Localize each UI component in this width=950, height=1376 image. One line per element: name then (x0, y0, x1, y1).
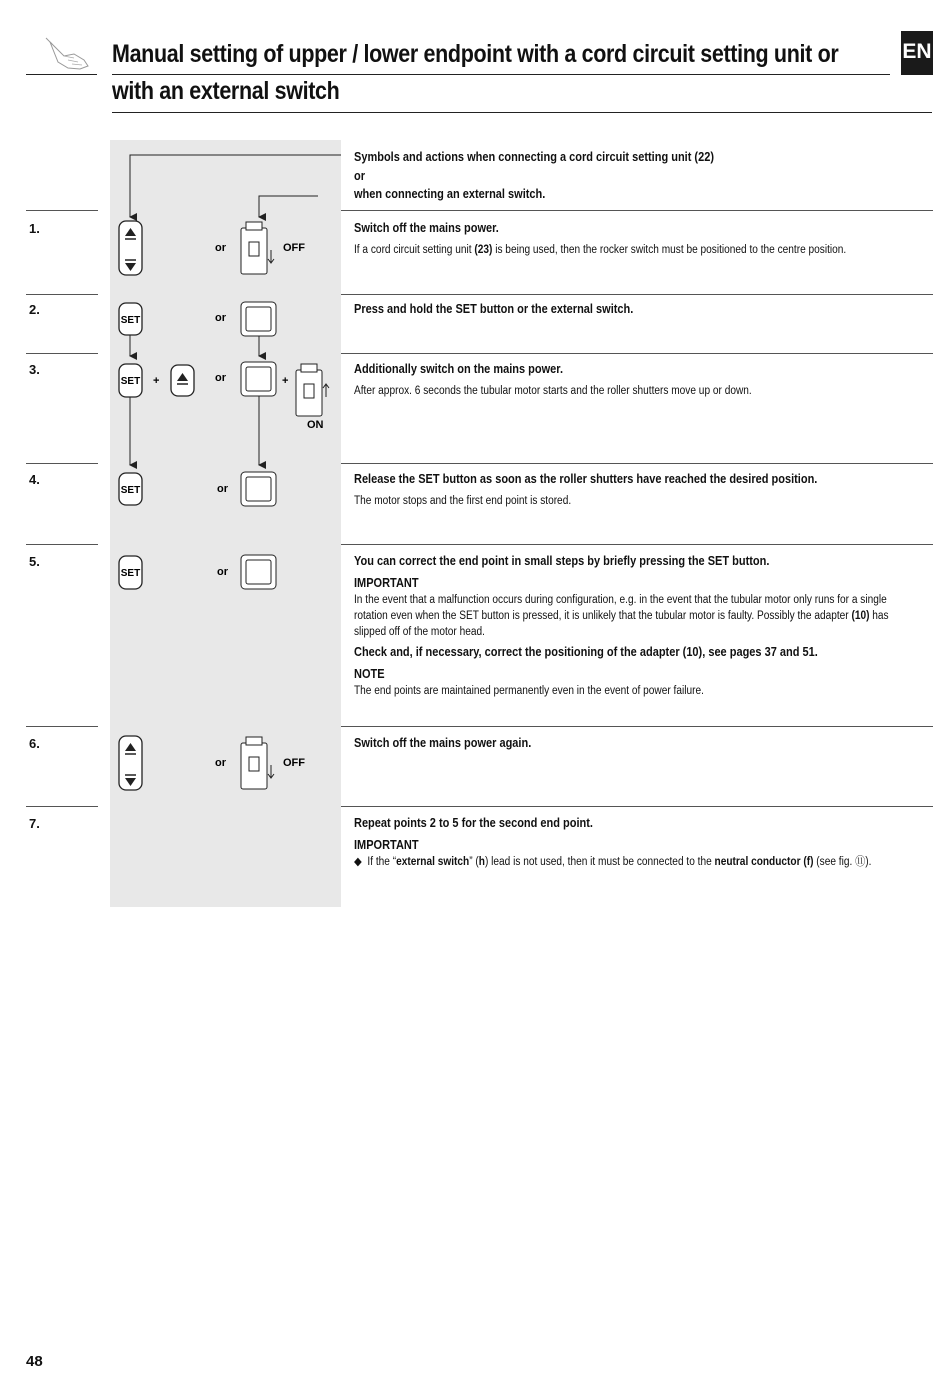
step-heading: You can correct the end point in small steps by briefly pressing the SET button. (354, 554, 770, 568)
step-number: 1. (29, 221, 40, 236)
title-rule-left (26, 74, 97, 75)
step-number: 2. (29, 302, 40, 317)
step-body: The motor stops and the first end point is stored. (354, 494, 572, 507)
note-text: The end points are maintained permanently even in the event of power failure. (354, 685, 704, 697)
body-bold: h (478, 856, 485, 868)
body-text: In the event that a malfunction occurs during configuration, e.g. in the event that the tubular motor only runs for a single rotation even when the SET button is pressed, it is unlikely that the tubular motor is faulty. Possibly the adapter (354, 594, 887, 622)
or-label: or (215, 757, 226, 769)
body-bold: (10) (851, 610, 870, 622)
up-button-icon (171, 365, 194, 396)
row-rule (26, 210, 98, 211)
external-switch-icon (241, 302, 276, 336)
connector-line (259, 196, 318, 217)
plus-label: + (153, 375, 160, 387)
off-label: OFF (283, 242, 305, 254)
off-label: OFF (283, 757, 305, 769)
step-heading: Press and hold the SET button or the external switch. (354, 302, 634, 316)
step-heading: Release the SET button as soon as the roller shutters have reached the desired position. (354, 472, 818, 486)
intro-line: or (354, 168, 365, 183)
or-label: or (217, 566, 228, 578)
external-switch-icon (241, 472, 276, 506)
body-text: If a cord circuit setting unit (354, 243, 475, 256)
set-button-icon (119, 364, 142, 397)
language-badge: EN (901, 31, 933, 75)
row-rule (341, 353, 933, 354)
check-text: Check and, if necessary, correct the positioning of the adapter (10), see pages 37 and 51. (354, 645, 818, 659)
plus-label: + (282, 375, 289, 387)
external-switch-icon (241, 362, 276, 396)
step-heading: Switch off the mains power again. (354, 736, 532, 750)
important-bullet (354, 854, 917, 870)
body-bold: external switch (396, 856, 470, 868)
body-bold: (23) (474, 243, 493, 256)
row-rule (26, 806, 98, 807)
row-rule (26, 726, 98, 727)
body-text: ” ( (469, 856, 479, 868)
set-button-icon (119, 473, 142, 505)
page-title (112, 36, 839, 110)
row-rule (341, 806, 933, 807)
intro-line: when connecting an external switch. (354, 187, 546, 201)
row-rule (341, 544, 933, 545)
body-text: (see fig. ⑪). (813, 856, 872, 868)
step-number: 4. (29, 472, 40, 487)
circuit-breaker-icon (296, 364, 329, 416)
body-text: is being used, then the rocker switch must be positioned to the centre position. (492, 243, 847, 256)
set-label: SET (120, 568, 141, 579)
intro-text (354, 149, 917, 204)
step-heading: Additionally switch on the mains power. (354, 362, 564, 376)
set-label: SET (120, 376, 141, 387)
or-label: or (215, 372, 226, 384)
setting-diagram (110, 140, 341, 907)
step-heading: Switch off the mains power. (354, 221, 499, 235)
connector-line (130, 155, 341, 217)
row-rule (341, 726, 933, 727)
circuit-breaker-icon (241, 737, 274, 789)
title-rule-bottom (112, 112, 932, 113)
or-label: or (217, 483, 228, 495)
set-button-icon (119, 556, 142, 589)
body-text: ) lead is not used, then it must be connected to the (484, 856, 715, 868)
step-number: 5. (29, 554, 40, 569)
step-number: 3. (29, 362, 40, 377)
circuit-breaker-icon (241, 222, 274, 274)
row-rule (341, 210, 933, 211)
set-label: SET (120, 315, 141, 326)
step-body: After approx. 6 seconds the tubular motor starts and the roller shutters move up or down. (354, 384, 752, 397)
row-rule (26, 353, 98, 354)
step-4-text (354, 471, 917, 509)
step-7-text (354, 815, 917, 870)
title-rule-top (112, 74, 890, 75)
step-number: 7. (29, 816, 40, 831)
row-rule (26, 544, 98, 545)
step-heading: Repeat points 2 to 5 for the second end point. (354, 816, 593, 830)
external-switch-icon (241, 555, 276, 589)
step-number: 6. (29, 736, 40, 751)
page-number: 48 (26, 1353, 43, 1370)
bullet-icon: ◆ (354, 856, 362, 868)
step-3-text (354, 361, 917, 399)
rocker-switch-icon (119, 221, 142, 275)
row-rule (341, 463, 933, 464)
title-line-2: with an external switch (112, 77, 340, 105)
important-label: IMPORTANT (354, 837, 419, 852)
body-bold: neutral conductor (f) (714, 856, 814, 868)
step-2-text (354, 301, 917, 319)
on-label: ON (307, 419, 324, 431)
row-rule (341, 294, 933, 295)
or-label: or (215, 242, 226, 254)
set-label: SET (120, 485, 141, 496)
body-text: If the “ (367, 856, 397, 868)
title-line-1: Manual setting of upper / lower endpoint with a cord circuit setting unit or (112, 40, 839, 68)
row-rule (26, 463, 98, 464)
step-6-text (354, 735, 917, 753)
set-button-icon (119, 303, 142, 335)
step-5-text (354, 553, 917, 699)
row-rule (26, 294, 98, 295)
body-text: has slipped off of the motor head. (354, 610, 889, 638)
rocker-switch-icon (119, 736, 142, 790)
note-label: NOTE (354, 666, 385, 681)
hand-pointer-icon (44, 36, 94, 72)
important-text (354, 592, 917, 640)
intro-line: Symbols and actions when connecting a cord circuit setting unit (22) (354, 150, 715, 164)
or-label: or (215, 312, 226, 324)
step-1-text (354, 220, 917, 258)
important-label: IMPORTANT (354, 575, 419, 590)
step-body (354, 242, 917, 258)
